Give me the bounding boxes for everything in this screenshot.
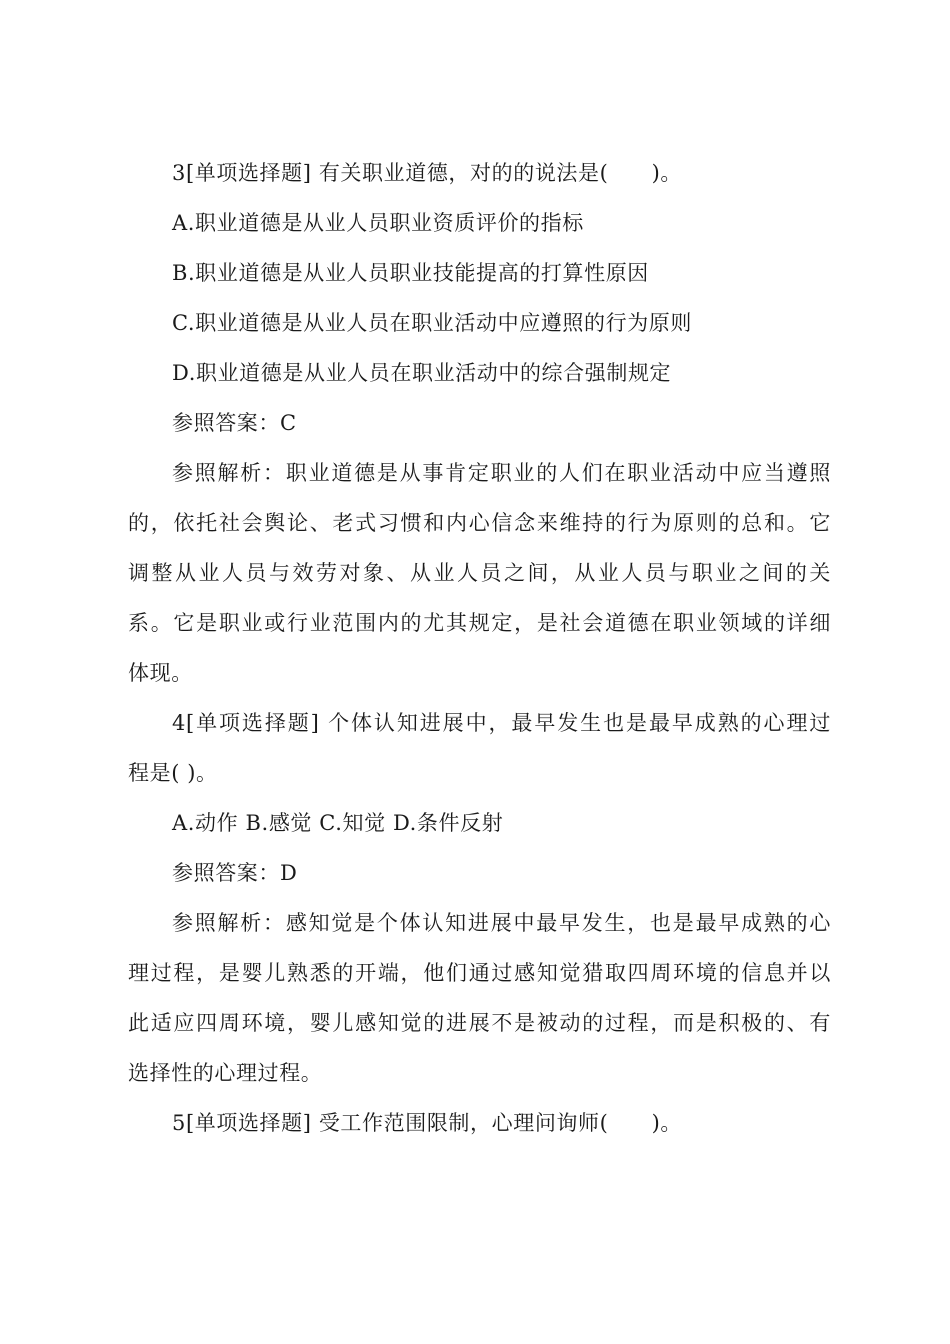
question-4-analysis-line: 选择性的心理过程。 [128, 1061, 323, 1085]
question-4-options: A.动作 B.感觉 C.知觉 D.条件反射 [172, 811, 504, 835]
document-body [128, 148, 831, 1148]
question-3-analysis-line: 调整从业人员与效劳对象、从业人员之间，从业人员与职业之间的关 [128, 561, 831, 585]
question-4-answer: 参照答案：D [172, 861, 298, 885]
question-3-answer: 参照答案：C [172, 411, 297, 435]
question-3-stem: 3[单项选择题] 有关职业道德，对的的说法是( )。 [172, 161, 683, 185]
question-4-stem-line: 4[单项选择题] 个体认知进展中，最早发生也是最早成熟的心理过 [172, 711, 831, 735]
question-4-analysis-line: 理过程，是婴儿熟悉的开端，他们通过感知觉猎取四周环境的信息并以 [128, 961, 831, 985]
question-3-option-a: A.职业道德是从业人员职业资质评价的指标 [172, 211, 584, 235]
question-3-analysis-line: 的，依托社会舆论、老式习惯和内心信念来维持的行为原则的总和。它 [128, 511, 831, 535]
question-3-option-b: B.职业道德是从业人员职业技能提高的打算性原因 [172, 261, 649, 285]
question-3-analysis-line: 参照解析：职业道德是从事肯定职业的人们在职业活动中应当遵照 [172, 461, 831, 485]
question-3-analysis-line: 系。它是职业或行业范围内的尤其规定，是社会道德在职业领域的详细 [128, 611, 831, 635]
question-4-analysis-line: 参照解析：感知觉是个体认知进展中最早发生，也是最早成熟的心 [172, 911, 831, 935]
question-3-option-c: C.职业道德是从业人员在职业活动中应遵照的行为原则 [172, 311, 692, 335]
question-3-analysis-line: 体现。 [128, 661, 193, 685]
question-5-stem: 5[单项选择题] 受工作范围限制，心理问询师( )。 [172, 1111, 683, 1135]
question-4-stem-line: 程是( )。 [128, 761, 218, 785]
question-4-analysis-line: 此适应四周环境，婴儿感知觉的进展不是被动的过程，而是积极的、有 [128, 1011, 831, 1035]
question-3-option-d: D.职业道德是从业人员在职业活动中的综合强制规定 [172, 361, 672, 385]
